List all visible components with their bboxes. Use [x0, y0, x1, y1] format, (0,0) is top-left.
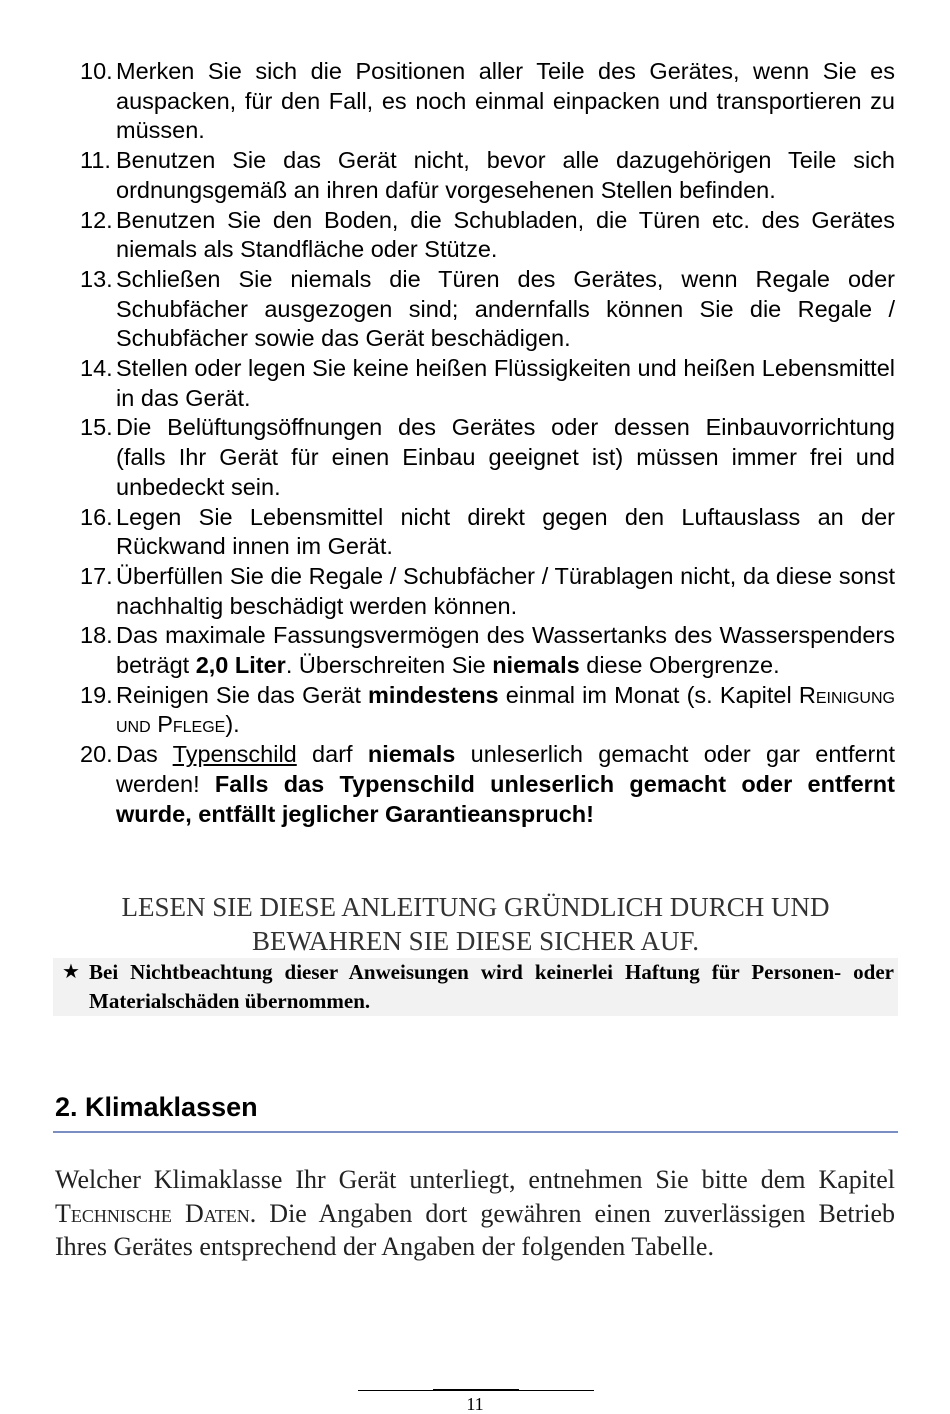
heading-divider: [53, 1131, 898, 1133]
item-text: [116, 621, 895, 680]
item-number: 12.: [80, 206, 113, 233]
text-run: einmal im Monat (s. Kapitel: [498, 681, 799, 708]
item-number: 10.: [80, 58, 113, 84]
text-run: Das: [116, 741, 173, 768]
text-run: darf: [296, 741, 368, 768]
list-item: [80, 503, 895, 562]
bold-emphasis: niemals: [492, 652, 580, 679]
text-run: ).: [225, 711, 240, 738]
warning-text: Bei Nichtbeachtung dieser Anweisungen wird keinerlei Haftung für Personen- oder Materialschäden übernommen.: [89, 960, 894, 1013]
read-instructions-notice: LESEN SIE DIESE ANLEITUNG GRÜNDLICH DURCH UND BEWAHREN SIE DIESE SICHER AUF.: [121, 892, 830, 956]
list-item: [80, 681, 895, 740]
star-icon: ★: [62, 961, 80, 983]
chapter-reference: Technische Daten: [55, 1198, 250, 1228]
text-run: . Die Angaben dort gewähren einen zuverlässigen Betrieb Ihres Gerätes entsprechend der Angaben der folgenden Tabelle.: [55, 1198, 895, 1261]
list-item: [80, 413, 895, 502]
list-item: [80, 146, 895, 205]
item-number: 20.: [80, 741, 113, 768]
list-item: [80, 562, 895, 621]
footer-divider-accent: [433, 1389, 519, 1391]
text-run: Welcher Klimaklasse Ihr Gerät unterliegt, entnehmen Sie bitte dem Kapitel: [55, 1165, 895, 1194]
item-text: Benutzen Sie den Boden, die Schubladen, die Türen etc. des Gerätes niemals als Standfläche oder Stütze.: [116, 206, 895, 263]
safety-instructions-list: [80, 57, 895, 829]
bold-emphasis: niemals: [367, 741, 456, 768]
item-text: [116, 740, 895, 829]
list-item: [80, 206, 895, 265]
item-number: 16.: [80, 503, 113, 530]
item-number: 11.: [80, 147, 111, 174]
bold-warning-sentence: Falls das Typenschild unleserlich gemacht oder entfernt wurde, entfällt jeglicher Garantieanspruch!: [116, 770, 895, 827]
chapter-reference: Reinigung und Pflege: [116, 681, 895, 738]
list-item: [80, 740, 895, 829]
underlined-term: Typenschild: [172, 741, 297, 768]
bold-emphasis: mindestens: [368, 681, 499, 708]
list-item: [80, 57, 895, 146]
item-number: 18.: [80, 622, 113, 649]
text-run: Reinigen Sie das Gerät: [116, 681, 369, 708]
item-number: 13.: [80, 265, 113, 292]
bold-capacity: 2,0 Liter: [195, 652, 286, 679]
item-text: Überfüllen Sie die Regale / Schubfächer / Türablagen nicht, da diese sonst nachhaltig beschädigt werden können.: [116, 562, 895, 619]
section-paragraph: [55, 1163, 895, 1264]
page-number: 11: [466, 1394, 484, 1414]
item-text: Schließen Sie niemals die Türen des Gerätes, wenn Regale oder Schubfächer ausgezogen sind; andernfalls können Sie die Regale / Schubfächer sowie das Gerät beschädigen.: [116, 265, 895, 352]
text-run: Das maximale Fassungsvermögen des Wassertanks des Wasserspenders beträgt: [116, 622, 895, 679]
item-number: 14.: [80, 355, 113, 382]
list-item: [80, 621, 895, 680]
item-text: Stellen oder legen Sie keine heißen Flüssigkeiten und heißen Lebensmittel in das Gerät.: [116, 355, 895, 411]
list-item: [80, 265, 895, 354]
liability-warning-box: [53, 958, 898, 1016]
item-text: [116, 681, 895, 740]
item-number: 19.: [80, 681, 113, 708]
text-run: . Überschreiten Sie: [285, 652, 493, 679]
item-number: 15.: [80, 414, 113, 441]
section-heading: 2. Klimaklassen: [55, 1092, 258, 1122]
item-number: 17.: [80, 562, 113, 589]
text-run: unleserlich gemacht oder gar entfernt werden!: [116, 741, 895, 797]
item-text: Legen Sie Lebensmittel nicht direkt gegen den Luftauslass an der Rückwand innen im Gerät.: [116, 503, 895, 560]
list-item: [80, 354, 895, 413]
item-text: Die Belüftungsöffnungen des Gerätes oder dessen Einbauvorrichtung (falls Ihr Gerät für einen Einbau geeignet ist) müssen immer frei und unbedeckt sein.: [116, 414, 895, 500]
item-text: Benutzen Sie das Gerät nicht, bevor alle dazugehörigen Teile sich ordnungsgemäß an ihren dafür vorgesehenen Stellen befinden.: [116, 147, 895, 203]
item-text: Merken Sie sich die Positionen aller Teile des Gerätes, wenn Sie es auspacken, für den Fall, es noch einmal einpacken und transportieren zu müssen.: [116, 58, 895, 144]
text-run: diese Obergrenze.: [579, 652, 780, 679]
